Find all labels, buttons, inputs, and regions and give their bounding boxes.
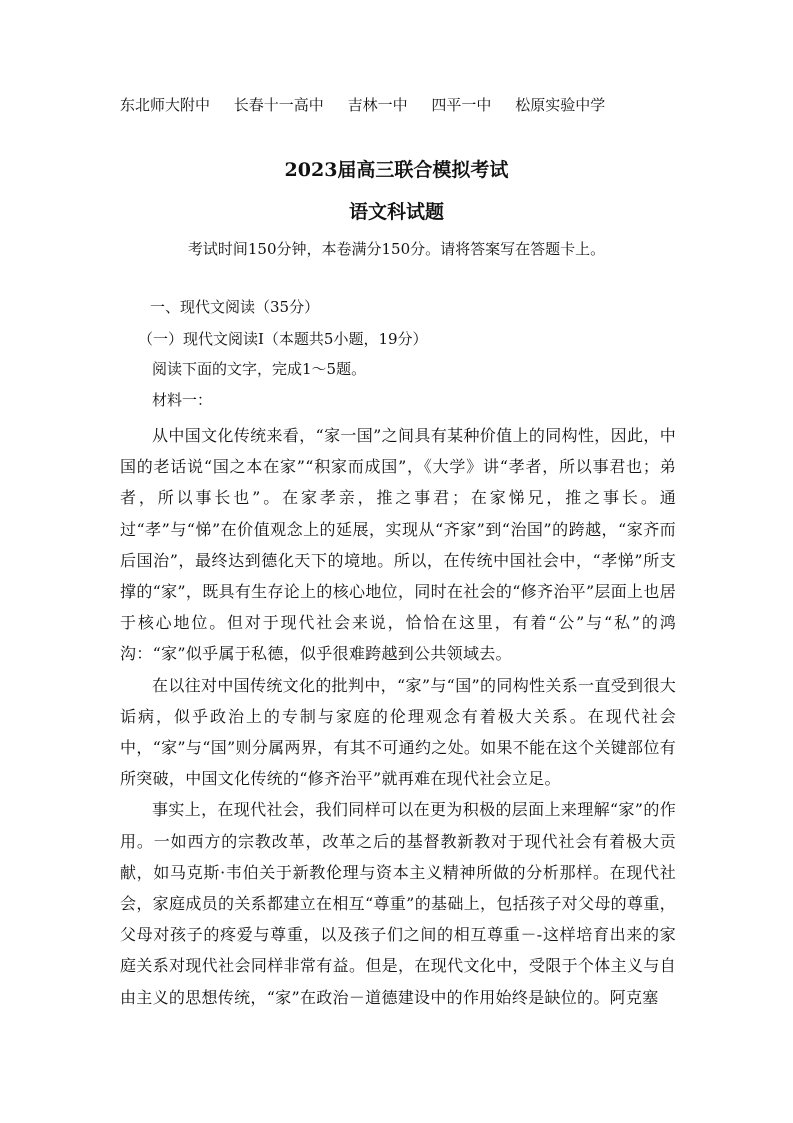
material-label: 材料一： bbox=[152, 391, 213, 409]
exam-instructions: 考试时间150分钟，本卷满分150分。请将答案写在答题卡上。 bbox=[187, 240, 606, 258]
school-name: 四平一中 bbox=[431, 96, 492, 114]
passage-paragraph: 从中国文化传统来看，“家一国”之间具有某种价值上的同构性，因此，中国的老话说“国之本在家”“积家而成国”，《大学》讲“孝者，所以事君也；弟者，所以事长也”。在家孝亲，推之事君；在家悌兄，推之事长。通过“孝”与“悌”在价值观念上的延展，实现从“齐家”到“治国”的跨越，“家齐而后国治”，最终达到德化天下的境地。所以，在传统中国社会中，“孝悌”所支撑的“家”，既具有生存论上的核心地位，同时在社会的“修齐治平”层面上也居于核心地位。但对于现代社会来说，恰恰在这里，有着“公”与“私”的鸿沟：“家”似乎属于私德，似乎很难跨越到公共领域去。 bbox=[120, 426, 676, 664]
section-heading: 一、现代文阅读（35分） bbox=[150, 298, 320, 316]
school-list bbox=[120, 94, 605, 116]
passage-paragraph: 在以往对中国传统文化的批判中，“家”与“国”的同构性关系一直受到很大诟病，似乎政治上的专制与家庭的伦理观念有着极大关系。在现代社会中，“家”与“国”则分属两界，有其不可通约之处。如果不能在这个关键部位有所突破，中国文化传统的“修齐治平”就再难在现代社会立足。 bbox=[120, 675, 676, 789]
exam-subject-title: 语文科试题 bbox=[348, 201, 444, 223]
passage-paragraph: 事实上，在现代社会，我们同样可以在更为积极的层面上来理解“家”的作用。一如西方的宗教改革，改革之后的基督教新教对于现代社会有着极大贡献，如马克斯·韦伯关于新教伦理与资本主义精神所做的分析那样。在现代社会，家庭成员的关系都建立在相互“尊重”的基础上，包括孩子对父母的尊重，父母对孩子的疼爱与尊重，以及孩子们之间的相互尊重－-这样培育出来的家庭关系对现代社会同样非常有益。但是，在现代文化中，受限于个体主义与自由主义的思想传统，“家”在政治－道德建设中的作用始终是缺位的。阿克塞 bbox=[120, 800, 676, 1007]
school-name: 东北师大附中 bbox=[120, 96, 211, 114]
school-name: 长春十一高中 bbox=[233, 96, 324, 114]
reading-directions: 阅读下面的文字，完成1～5题。 bbox=[152, 360, 367, 378]
school-name: 松原实验中学 bbox=[515, 96, 606, 114]
school-name: 吉林一中 bbox=[347, 96, 408, 114]
exam-title: 2023届高三联合模拟考试 bbox=[284, 159, 509, 181]
reading-passage bbox=[120, 420, 676, 1013]
subsection-heading: （一）现代文阅读Ⅰ（本题共5小题，19分） bbox=[138, 330, 428, 348]
